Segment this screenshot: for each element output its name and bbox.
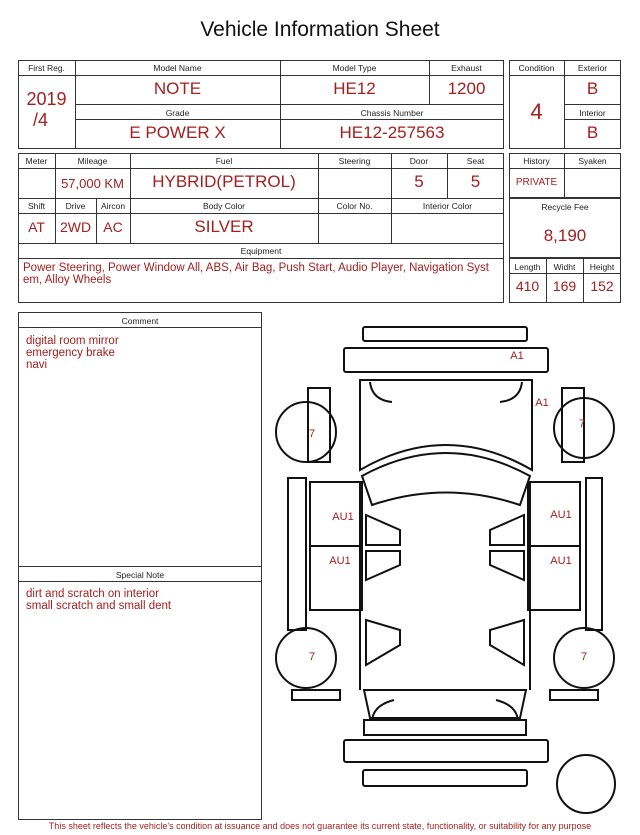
grade-value: E POWER X [129,123,226,142]
fuel-label: Fuel [215,156,233,166]
seat-value: 5 [470,172,481,191]
condition-value: 4 [530,99,543,124]
chassis-value: HE12-257563 [339,123,445,142]
mark-wheel-front-right: 7 [578,418,586,430]
disclaimer-footer: This sheet reflects the vehicle's condition at issuance and does not guarantee its current state, functionality, or suitability for any purpose [48,821,592,831]
exhaust-value: 1200 [447,79,486,98]
special-note-label: Special Note [115,570,165,580]
mileage-label: Mileage [77,156,108,166]
fuel-value: HYBRID(PETROL) [152,172,296,191]
drive-label: Drive [65,201,86,211]
door-label: Door [409,156,429,166]
width-label: Widht [553,262,576,272]
exterior-value: B [586,79,599,98]
interior-label: Interior [579,108,606,118]
mark-wheel-rear-left: 7 [308,651,316,663]
first-reg-month: /4 [32,110,48,130]
first-reg-year: 2019 [26,89,67,109]
mark-front-bumper: A1 [510,350,524,362]
comment-text: digital room mirror emergency brake navi [26,335,119,371]
model-type-label: Model Type [332,63,377,73]
equipment-label: Equipment [240,246,282,256]
color-no-label: Color No. [336,201,373,211]
aircon-value: AC [103,219,123,235]
syaken-label: Syaken [578,156,607,166]
interior-color-label: Interior Color [422,201,473,211]
chassis-label: Chassis Number [360,108,424,118]
mileage-value: 57,000 KM [61,176,124,191]
car-damage-diagram [266,318,626,818]
history-label: History [523,156,550,166]
mark-wheel-front-left: 7 [308,428,316,440]
mark-door-front-left: AU1 [332,511,354,523]
meter-label: Meter [25,156,48,166]
first-reg-label: First Reg. [28,63,65,73]
aircon-label: Aircon [100,201,126,211]
condition-label: Condition [518,63,555,73]
recycle-fee-value: 8,190 [543,226,587,245]
special-note-text: dirt and scratch on interior small scratch and small dent [26,588,172,612]
mark-hood-right: A1 [535,397,549,409]
page-title: Vehicle Information Sheet [200,18,440,41]
height-label: Height [589,262,615,272]
interior-value: B [586,123,599,142]
comment-label: Comment [121,316,159,326]
door-value: 5 [414,172,424,191]
mark-door-rear-left: AU1 [329,555,351,567]
model-type-value: HE12 [333,79,376,98]
width-value: 169 [552,278,577,294]
mark-door-front-right: AU1 [550,509,572,521]
history-value: PRIVATE [515,177,558,188]
steering-label: Steering [338,156,371,166]
recycle-fee-label: Recycle Fee [541,202,589,212]
seat-label: Seat [466,156,485,166]
length-label: Length [514,262,541,272]
exterior-label: Exterior [577,63,608,73]
model-name-label: Model Name [153,63,202,73]
exhaust-label: Exhaust [451,63,482,73]
body-color-label: Body Color [202,201,246,211]
grade-label: Grade [165,108,190,118]
height-value: 152 [590,278,614,294]
shift-value: AT [28,219,45,235]
length-value: 410 [515,278,540,294]
shift-label: Shift [27,201,45,211]
mark-door-rear-right: AU1 [550,555,572,567]
drive-value: 2WD [59,219,92,235]
body-color-value: SILVER [194,217,254,236]
equipment-value: Power Steering, Power Window All, ABS, Air Bag, Push Start, Audio Player, Navigation System, Alloy Wheels [23,262,489,286]
model-name-value: NOTE [153,79,202,98]
mark-wheel-rear-right: 7 [580,651,588,663]
